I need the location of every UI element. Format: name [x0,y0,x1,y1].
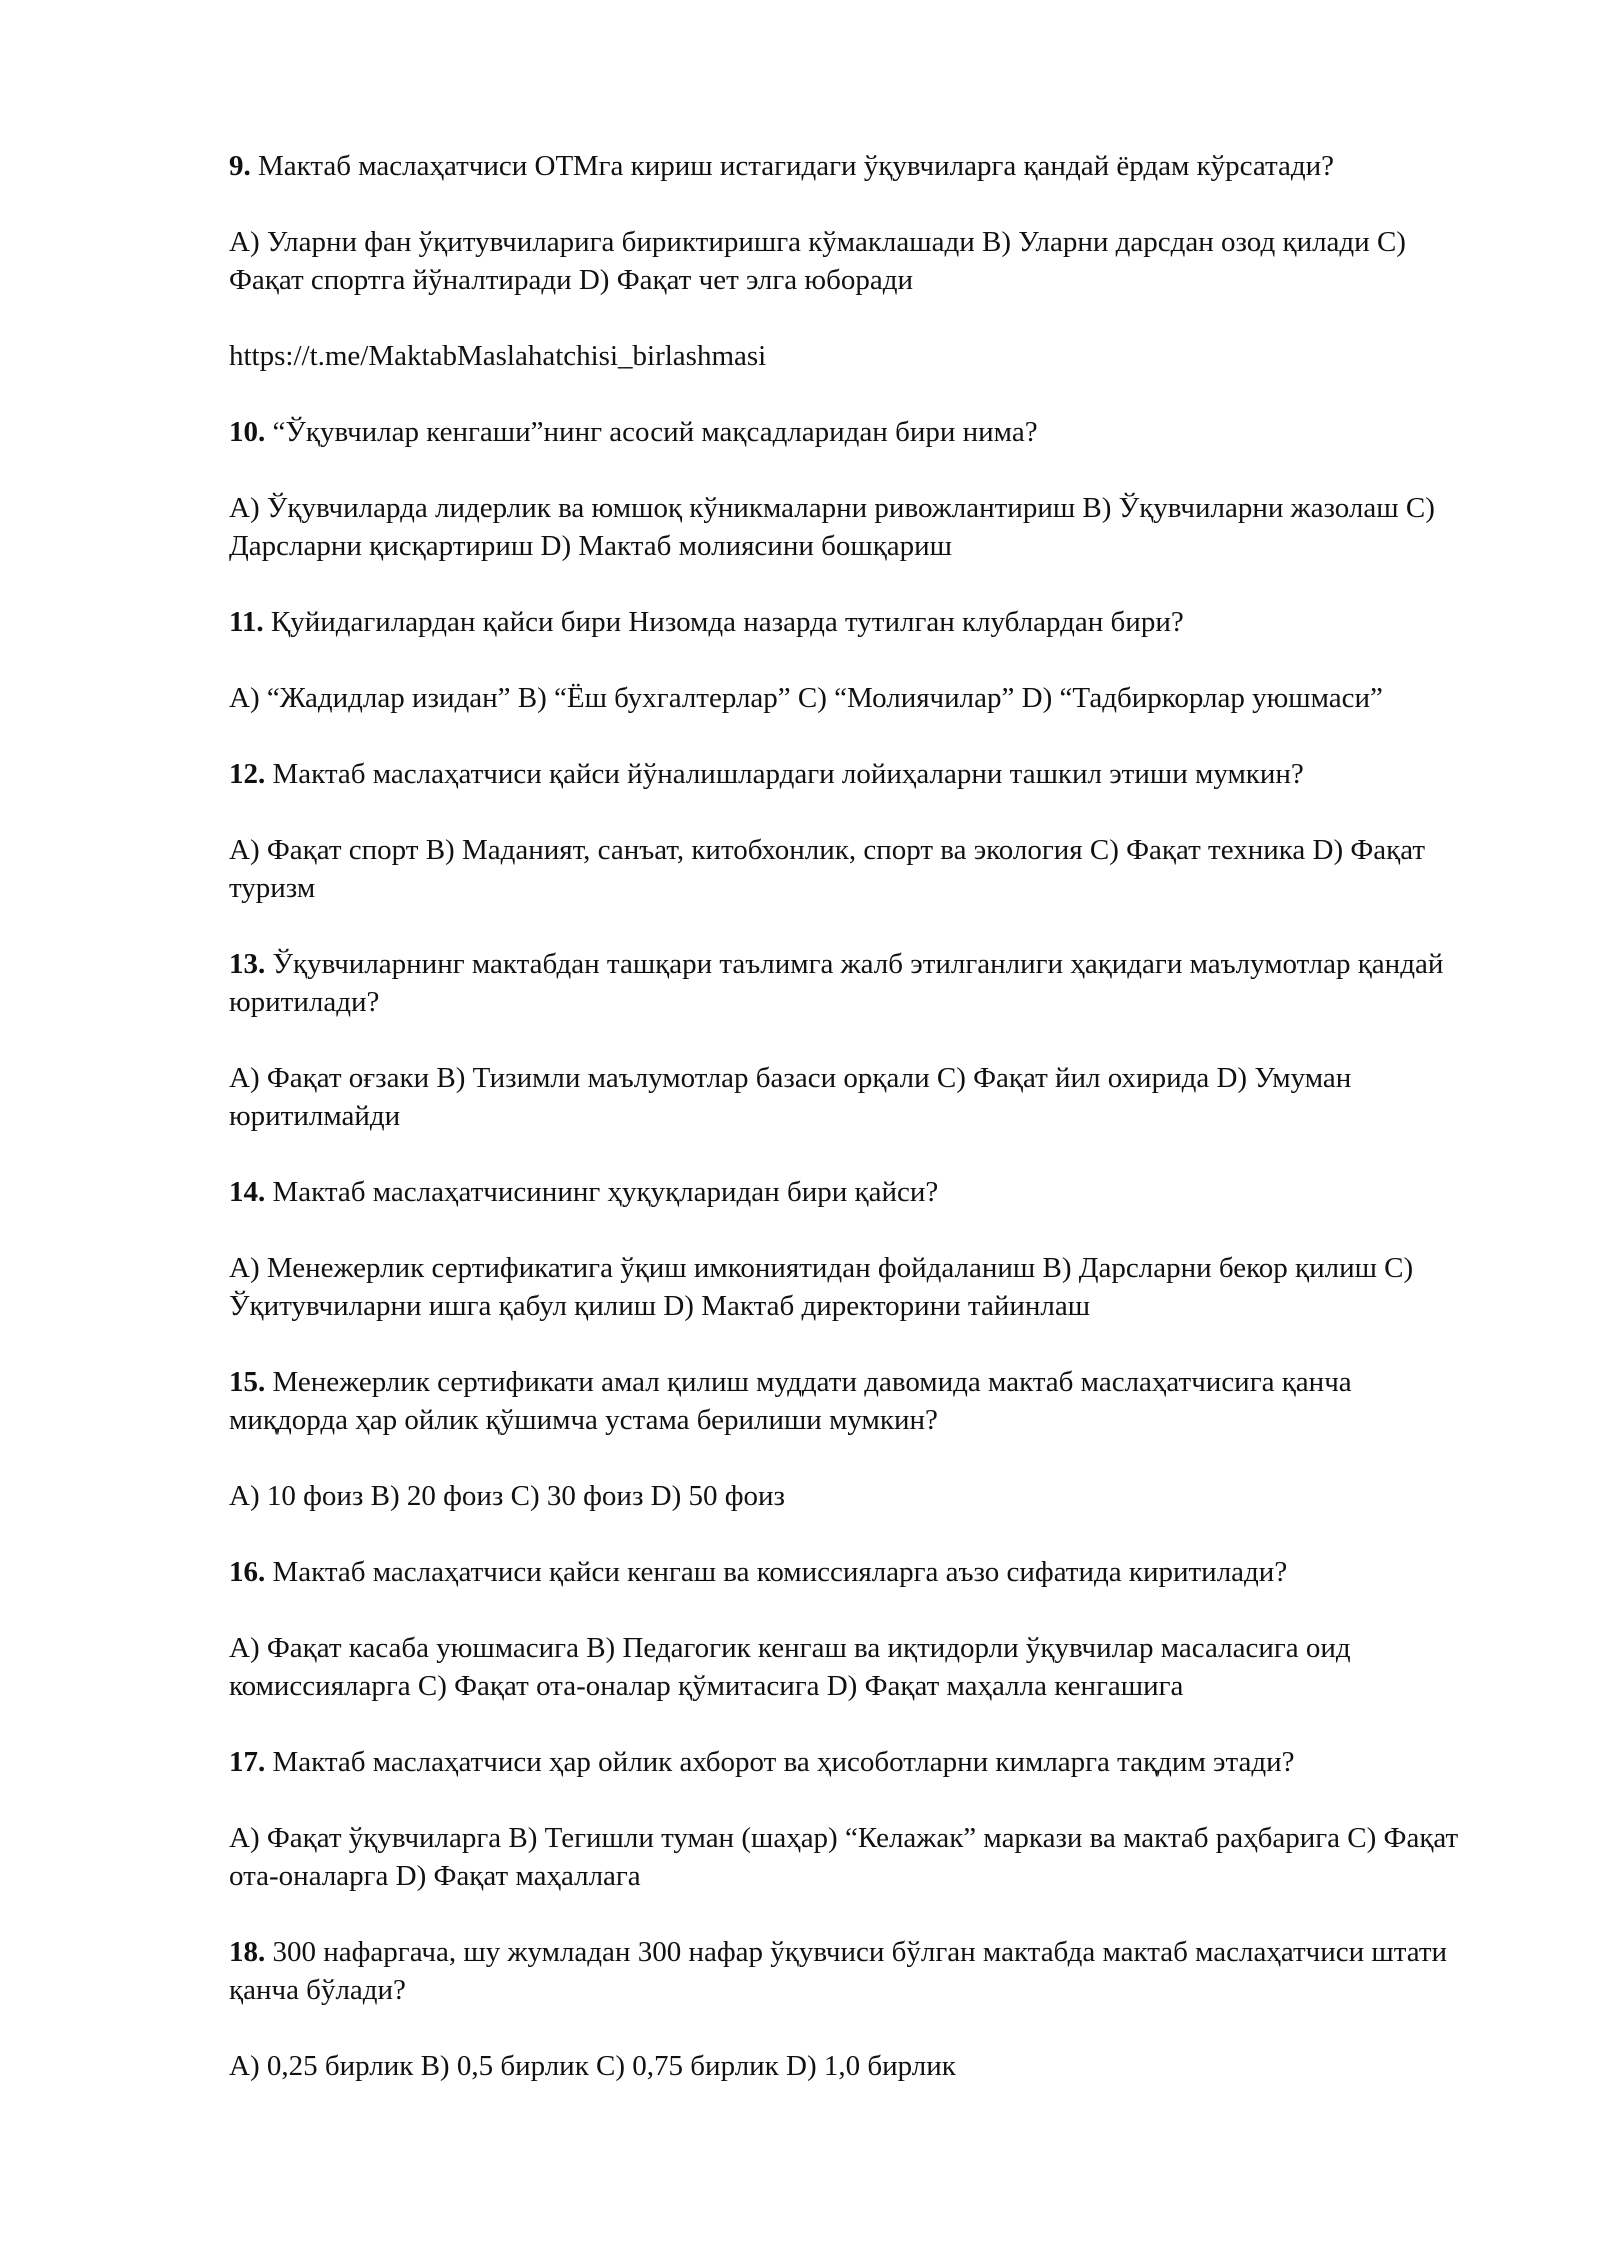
answer-options-11 [229,679,1470,717]
answer-options-text: A) Менежерлик сертификатига ўқиш имкониятидан фойдаланиш B) Дарсларни бекор қилиш C) Ўқитувчиларни ишга қабул қилиш D) Мактаб директорини тайинлаш [229,1252,1414,1322]
answer-options-text: A) 10 фоиз B) 20 фоиз C) 30 фоиз D) 50 фоиз [229,1480,786,1512]
question-text: Мактаб маслаҳатчиси қайси кенгаш ва комиссияларга аъзо сифатида киритилади? [265,1556,1288,1588]
question-15 [229,1363,1470,1439]
question-10 [229,413,1470,451]
question-9 [229,147,1470,185]
question-text: “Ўқувчилар кенгаши”нинг асосий мақсадларидан бири нима? [265,416,1038,448]
answer-options-text: A) Уларни фан ўқитувчиларига бириктиришга кўмаклашади B) Уларни дарсдан озод қилади C) Фақат спортга йўналтиради D) Фақат чет элга юборади [229,226,1406,296]
question-11 [229,603,1470,641]
question-text: Менежерлик сертификати амал қилиш муддати давомида мактаб маслаҳатчисига қанча миқдорда ҳар ойлик қўшимча устама берилиши мумкин? [229,1366,1352,1436]
question-text: Ўқувчиларнинг мактабдан ташқари таълимга жалб этилганлиги ҳақидаги маълумотлар қандай юритилади? [229,948,1444,1018]
question-number: 12. [229,758,266,790]
question-text: Мактаб маслаҳатчиси ОТМга кириш истагидаги ўқувчиларга қандай ёрдам кўрсатади? [250,150,1335,182]
answer-options-text: A) Фақат ўқувчиларга B) Тегишли туман (шаҳар) “Келажак” маркази ва мактаб раҳбарига C) Фақат ота-оналарга D) Фақат маҳаллага [229,1822,1459,1892]
question-16 [229,1553,1470,1591]
answer-options-10 [229,489,1470,565]
question-number: 17. [229,1746,266,1778]
answer-options-text: A) Ўқувчиларда лидерлик ва юмшоқ кўникмаларни ривожлантириш B) Ўқувчиларни жазолаш C) Дарсларни қисқартириш D) Мактаб молиясини бошқариш [229,492,1435,562]
question-number: 13. [229,948,266,980]
answer-options-18 [229,2047,1470,2085]
question-13 [229,945,1470,1021]
answer-options-text: A) 0,25 бирлик B) 0,5 бирлик C) 0,75 бирлик D) 1,0 бирлик [229,2050,956,2082]
question-number: 15. [229,1366,266,1398]
answer-options-text: A) “Жадидлар изидан” B) “Ёш бухгалтерлар” C) “Молиячилар” D) “Тадбиркорлар уюшмаси” [229,682,1383,714]
answer-options-9 [229,223,1470,299]
question-text: Қуйидагилардан қайси бири Низомда назарда тутилган клублардан бири? [263,606,1184,638]
answer-options-12 [229,831,1470,907]
channel-link [229,337,1470,375]
question-number: 14. [229,1176,266,1208]
question-text: 300 нафаргача, шу жумладан 300 нафар ўқувчиси бўлган мактабда мактаб маслаҳатчиси штати қанча бўлади? [229,1936,1448,2006]
answer-options-text: A) Фақат оғзаки B) Тизимли маълумотлар базаси орқали C) Фақат йил охирида D) Умуман юритилмайди [229,1062,1352,1132]
question-17 [229,1743,1470,1781]
question-text: Мактаб маслаҳатчиси қайси йўналишлардаги лойиҳаларни ташкил этиши мумкин? [265,758,1304,790]
question-number: 16. [229,1556,266,1588]
answer-options-14 [229,1249,1470,1325]
question-number: 11. [229,606,264,638]
channel-link-text: https://t.me/MaktabMaslahatchisi_birlashmasi [229,340,767,372]
question-number: 10. [229,416,266,448]
question-text: Мактаб маслаҳатчиси ҳар ойлик ахборот ва ҳисоботларни кимларга тақдим этади? [265,1746,1295,1778]
question-14 [229,1173,1470,1211]
answer-options-text: A) Фақат спорт B) Маданият, санъат, китобхонлик, спорт ва экология C) Фақат техника D) Фақат туризм [229,834,1426,904]
answer-options-13 [229,1059,1470,1135]
question-number: 9. [229,150,251,182]
question-text: Мактаб маслаҳатчисининг ҳуқуқларидан бири қайси? [265,1176,939,1208]
answer-options-text: A) Фақат касаба уюшмасига B) Педагогик кенгаш ва иқтидорли ўқувчилар масаласига оид комиссияларга C) Фақат ота-оналар қўмитасига D) Фақат маҳалла кенгашига [229,1632,1351,1702]
answer-options-15 [229,1477,1470,1515]
answer-options-16 [229,1629,1470,1705]
answer-options-17 [229,1819,1470,1895]
question-18 [229,1933,1470,2009]
question-number: 18. [229,1936,266,1968]
question-12 [229,755,1470,793]
